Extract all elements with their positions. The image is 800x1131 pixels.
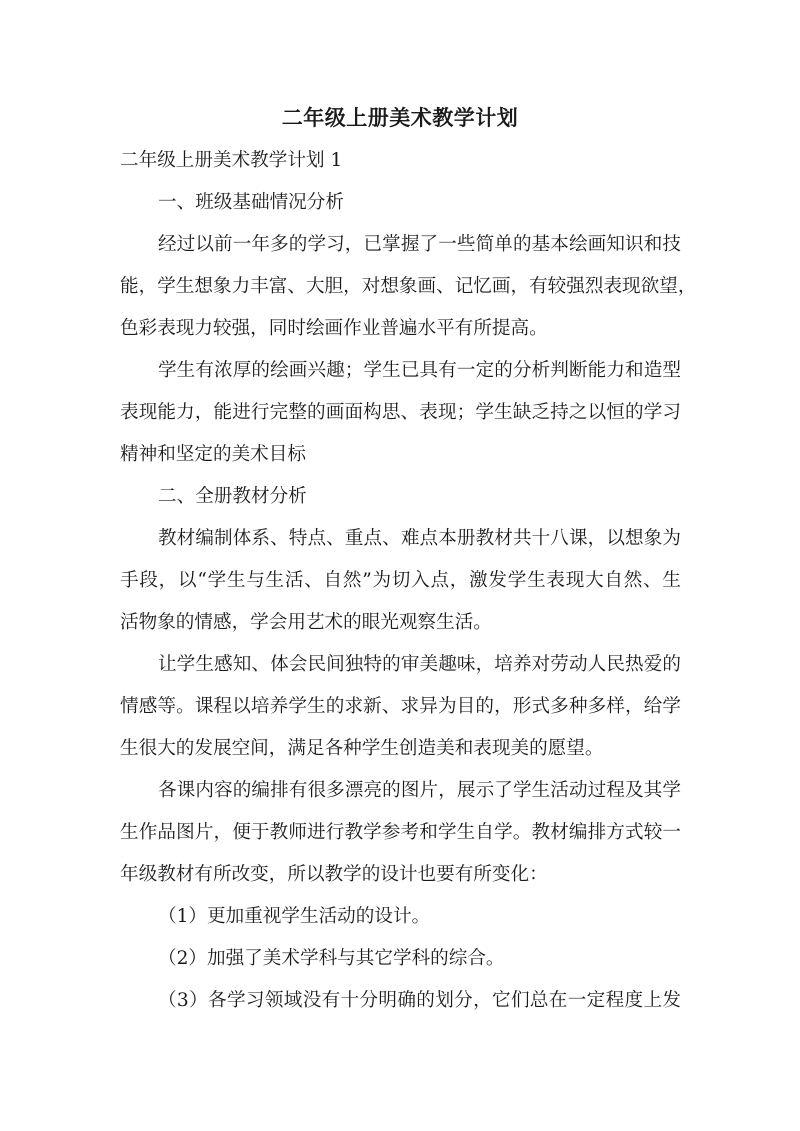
document-subtitle: 二年级上册美术教学计划 1 [120, 150, 343, 171]
section1-heading: 一、班级基础情况分析 [158, 192, 344, 213]
list-item: （1）更加重视学生活动的设计。 [158, 906, 431, 927]
section1-p2-line3: 精神和坚定的美术目标 [120, 444, 306, 465]
section1-p1-line1: 经过以前一年多的学习，已掌握了一些简单的基本绘画知识和技 [158, 234, 681, 255]
list-item: （2）加强了美术学科与其它学科的综合。 [158, 948, 505, 969]
section2-p3-line1: 各课内容的编排有很多漂亮的图片，展示了学生活动过程及其学 [158, 780, 681, 801]
list-item: （3）各学习领域没有十分明确的划分，它们总在一定程度上发 [158, 990, 681, 1011]
section2-p3-line3: 年级教材有所改变，所以教学的设计也要有所变化： [120, 864, 548, 885]
section1-p1-line3: 色彩表现力较强，同时绘画作业普遍水平有所提高。 [120, 318, 548, 339]
section1-p2-line2: 表现能力，能进行完整的画面构思、表现；学生缺乏持之以恒的学习 [120, 402, 681, 423]
section2-heading: 二、全册教材分析 [158, 486, 307, 507]
section2-p3-line2: 生作品图片，便于教师进行教学参考和学生自学。教材编排方式较一 [120, 822, 681, 843]
section1-p2-line1: 学生有浓厚的绘画兴趣；学生已具有一定的分析判断能力和造型 [158, 360, 681, 381]
section2-p1-line3: 活物象的情感，学会用艺术的眼光观察生活。 [120, 612, 492, 633]
section1-p1-line2: 能，学生想象力丰富、大胆，对想象画、记忆画，有较强烈表现欲望， [120, 276, 697, 297]
section2-p2-line2: 情感等。课程以培养学生的求新、求异为目的，形式多种多样，给学 [120, 696, 681, 717]
section2-p1-line2: 手段，以“学生与生活、自然”为切入点，激发学生表现大自然、生 [120, 570, 681, 591]
section2-p2-line3: 生很大的发展空间，满足各种学生创造美和表现美的愿望。 [120, 738, 604, 759]
section2-p1-line1: 教材编制体系、特点、重点、难点本册教材共十八课，以想象为 [158, 528, 681, 549]
document-title: 二年级上册美术教学计划 [281, 105, 519, 130]
section2-p2-line1: 让学生感知、体会民间独特的审美趣味，培养对劳动人民热爱的 [158, 654, 681, 675]
